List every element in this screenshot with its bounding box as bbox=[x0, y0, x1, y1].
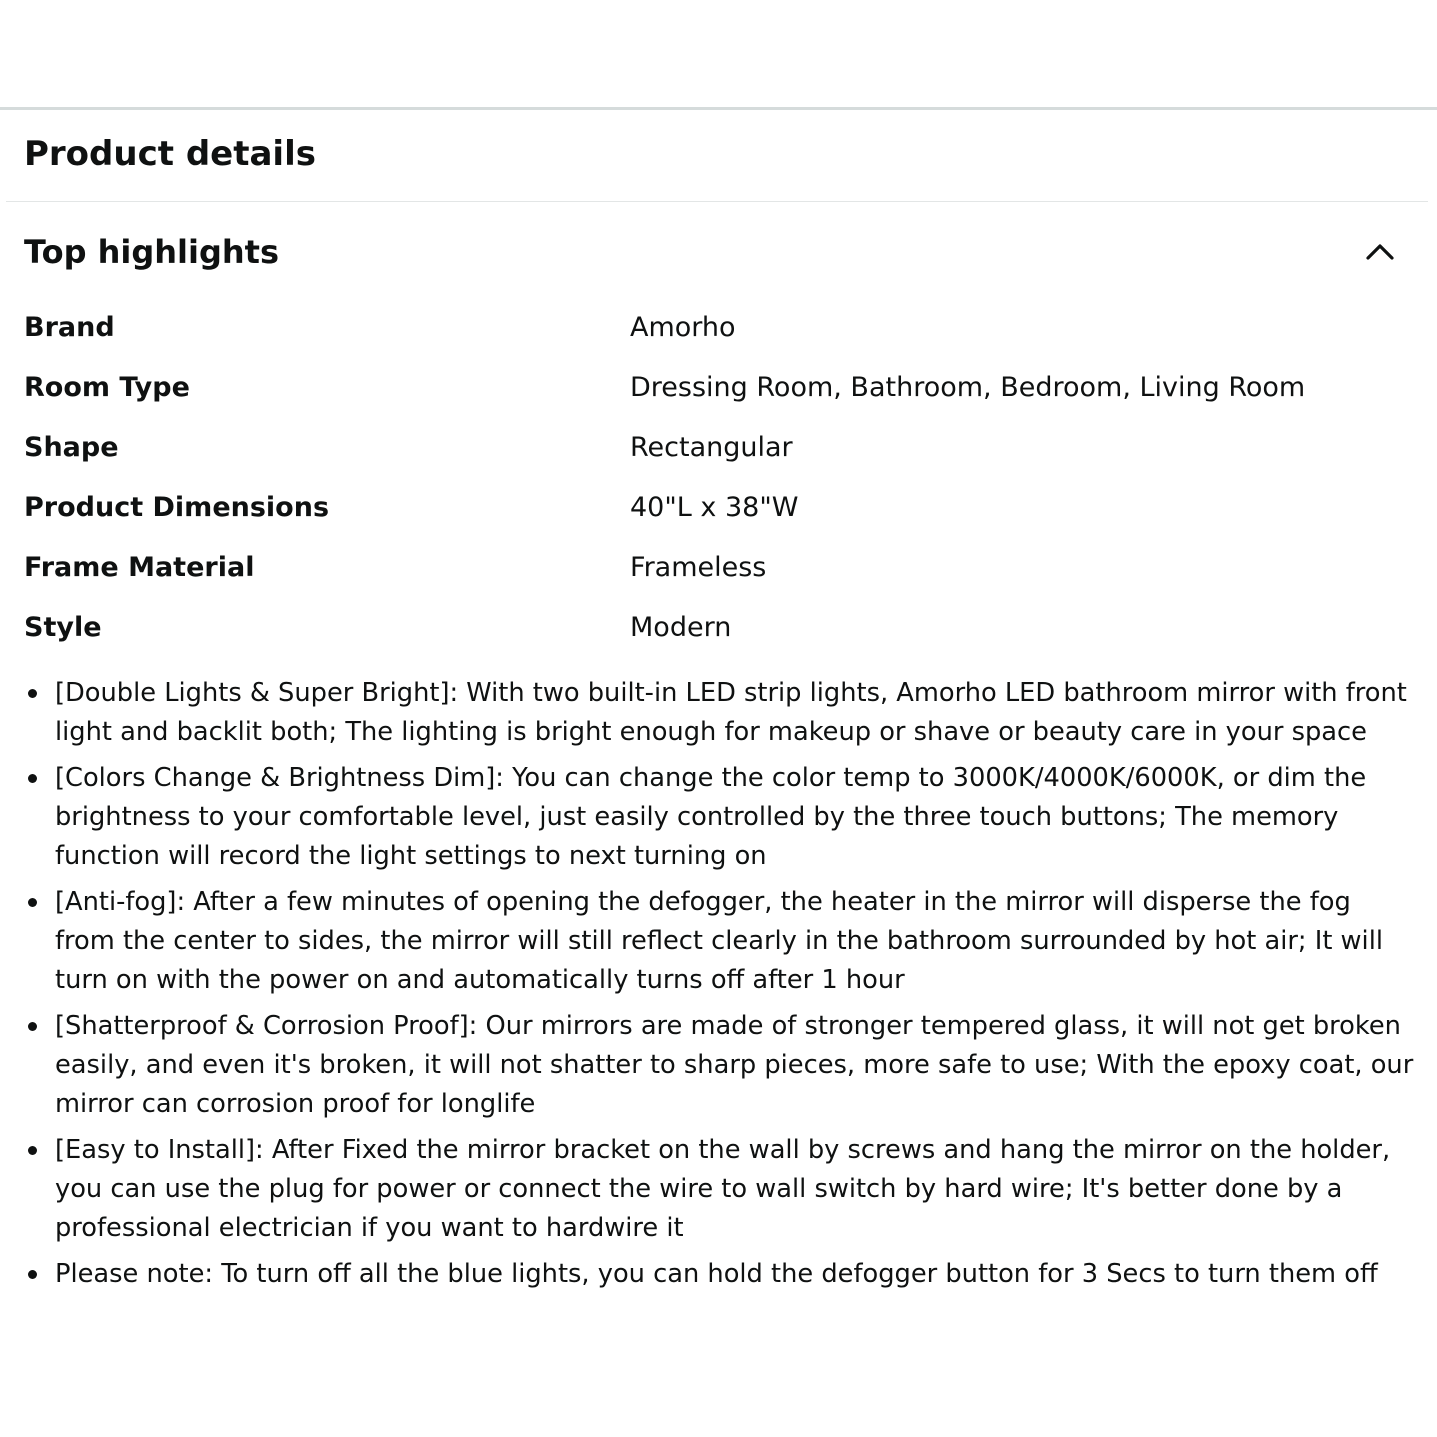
spec-row-shape bbox=[24, 417, 1414, 477]
feature-bullet-text: [Easy to Install]: After Fixed the mirror bracket on the wall by screws and hang the mirror on the holder, you can use the plug for power or connect the wire to wall switch by hard wire; It's better done by a professional electrician if you want to hardwire it bbox=[55, 1135, 1391, 1243]
feature-bullet-text: [Shatterproof & Corrosion Proof]: Our mirrors are made of stronger tempered glass, it will not get broken easily, and even it's broken, it will not shatter to sharp pieces, more safe to use; With the epoxy coat, our mirror can corrosion proof for longlife bbox=[55, 1011, 1414, 1119]
feature-bullet bbox=[24, 674, 1414, 752]
feature-bullet-text: [Anti-fog]: After a few minutes of opening the defogger, the heater in the mirror will disperse the fog from the center to sides, the mirror will still reflect clearly in the bathroom surrounded by hot air; It will turn on with the power on and automatically turns off after 1 hour bbox=[55, 887, 1383, 995]
spec-label: Frame Material bbox=[24, 551, 255, 583]
section-divider bbox=[6, 201, 1428, 202]
section-title-product-details: Product details bbox=[24, 134, 316, 174]
spec-row-room-type bbox=[24, 357, 1414, 417]
feature-bullet-text: [Double Lights & Super Bright]: With two built-in LED strip lights, Amorho LED bathroom mirror with front light and backlit both; The lighting is bright enough for makeup or shave or beauty care in your space bbox=[55, 678, 1407, 747]
spec-value: Rectangular bbox=[630, 431, 793, 463]
feature-bullet-text: Please note: To turn off all the blue lights, you can hold the defogger button for 3 Secs to turn them off bbox=[55, 1259, 1378, 1289]
feature-bullet bbox=[24, 1007, 1414, 1124]
bullet-dot-icon bbox=[28, 898, 37, 907]
feature-bullet bbox=[24, 1131, 1414, 1248]
feature-bullet-list bbox=[24, 674, 1414, 1301]
top-highlights-header[interactable] bbox=[24, 226, 1414, 278]
specs-table bbox=[24, 297, 1414, 657]
feature-bullet-text: [Colors Change & Brightness Dim]: You can change the color temp to 3000K/4000K/6000K, or dim the brightness to your comfortable level, just easily controlled by the three touch buttons; The memory function will record the light settings to next turning on bbox=[55, 763, 1367, 871]
spec-row-frame-material bbox=[24, 537, 1414, 597]
spec-row-brand bbox=[24, 297, 1414, 357]
spec-label: Brand bbox=[24, 311, 115, 343]
feature-bullet bbox=[24, 1255, 1414, 1294]
bullet-dot-icon bbox=[28, 774, 37, 783]
bullet-dot-icon bbox=[28, 689, 37, 698]
spec-row-product-dimensions bbox=[24, 477, 1414, 537]
spec-value: Frameless bbox=[630, 551, 767, 583]
spec-label: Product Dimensions bbox=[24, 491, 330, 523]
spec-label: Shape bbox=[24, 431, 119, 463]
bullet-dot-icon bbox=[28, 1270, 37, 1279]
spec-value: Modern bbox=[630, 611, 732, 643]
spec-label: Room Type bbox=[24, 371, 190, 403]
spec-label: Style bbox=[24, 611, 102, 643]
bullet-dot-icon bbox=[28, 1022, 37, 1031]
chevron-up-icon[interactable] bbox=[1360, 232, 1400, 272]
feature-bullet bbox=[24, 883, 1414, 1000]
spec-value: 40"L x 38"W bbox=[630, 491, 799, 523]
top-divider bbox=[0, 107, 1437, 110]
top-highlights-title: Top highlights bbox=[24, 233, 280, 271]
spec-row-style bbox=[24, 597, 1414, 657]
bullet-dot-icon bbox=[28, 1146, 37, 1155]
spec-value: Amorho bbox=[630, 311, 736, 343]
spec-value: Dressing Room, Bathroom, Bedroom, Living Room bbox=[630, 371, 1306, 403]
feature-bullet bbox=[24, 759, 1414, 876]
